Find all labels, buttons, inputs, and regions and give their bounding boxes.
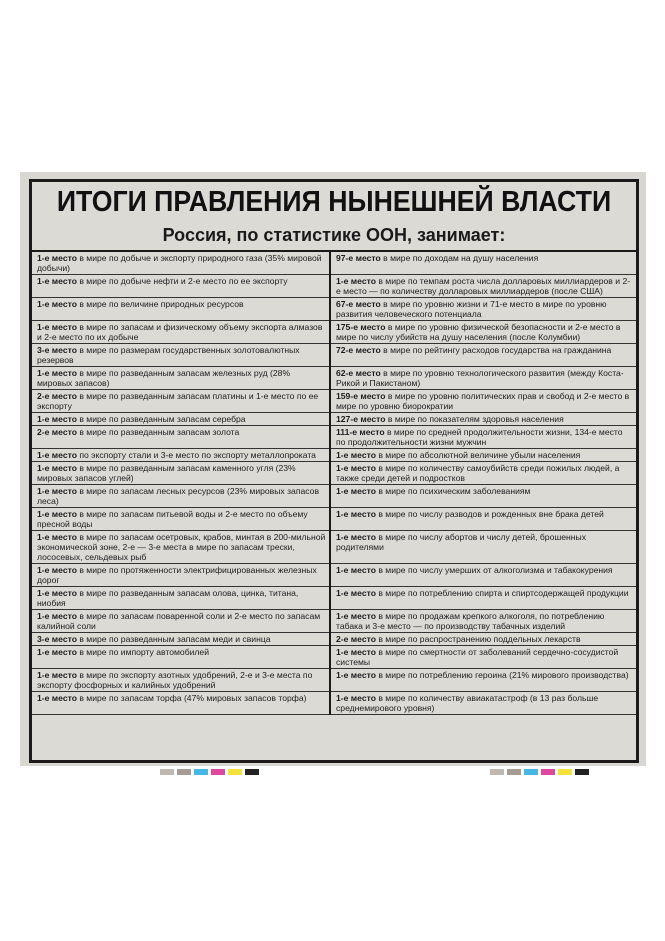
table-row [32,275,636,298]
newspaper-clipping [20,172,646,766]
article-frame [29,179,639,763]
rank-label: 1-е место [37,647,77,657]
rank-label: 2-е место [336,634,376,644]
table-row [32,449,636,462]
color-swatch [245,769,259,775]
rank-label: 97-е место [336,253,381,263]
rank-label: 3-е место [37,634,77,644]
table-row [32,298,636,321]
rank-description: в мире по смертности от заболеваний сердечно-сосудистой системы [336,647,619,667]
table-row [32,692,636,715]
left-cell [32,587,330,610]
table-row [32,485,636,508]
right-cell [330,449,636,462]
rank-label: 2-е место [37,427,77,437]
rank-label: 1-е место [37,414,77,424]
rank-label: 1-е место [37,322,77,332]
rank-label: 1-е место [336,486,376,496]
table-row [32,633,636,646]
left-cell [32,531,330,564]
rank-description: в мире по запасам лесных ресурсов (23% мировых запасов леса) [37,486,320,506]
right-cell [330,508,636,531]
rank-label: 1-е место [336,450,376,460]
rank-label: 1-е место [37,253,77,263]
rank-label: 72-е место [336,345,381,355]
table-row [32,390,636,413]
rank-description: в мире по рейтингу расходов государства на гражданина [380,345,612,355]
left-cell [32,633,330,646]
right-cell [330,321,636,344]
right-cell [330,669,636,692]
right-cell [330,587,636,610]
rank-description: в мире по потреблению спирта и спиртсодержащей продукции [375,588,629,598]
right-cell [330,367,636,390]
color-swatch [490,769,504,775]
right-cell [330,692,636,715]
rank-description: в мире по уровню политических прав и свобод и 2-е место в мире по уровню биорократии [336,391,630,411]
rank-label: 62-е место [336,368,381,378]
color-swatch [558,769,572,775]
color-swatch [575,769,589,775]
rank-description: в мире по запасам питьевой воды и 2-е место по объему пресной воды [37,509,308,529]
rank-description: в мире по запасам поваренной соли и 2-е место по запасам калийной соли [37,611,321,631]
rank-description: в мире по запасам торфа (47% мировых запасов торфа) [76,693,307,703]
rank-description: в мире по добыче и экспорту природного газа (35% мировой добычи) [37,253,322,273]
rank-description: в мире по разведанным запасам железных руд (28% мировых запасов) [37,368,291,388]
rank-label: 1-е место [37,611,77,621]
left-cell [32,669,330,692]
rank-description: в мире по числу умерших от алкоголизма и табакокурения [375,565,613,575]
right-cell [330,390,636,413]
rank-description: в мире по запасам осетровых, крабов, минтая в 200-мильной экономической зоне, 2-е — 3-е места в мире по запасам трески, лососевых, сельдевых рыб [37,532,326,562]
rank-description: в мире по числу разводов и рожденных вне брака детей [375,509,604,519]
rank-label: 127-е место [336,414,386,424]
left-cell [32,275,330,298]
rank-label: 1-е место [37,368,77,378]
table-row [32,321,636,344]
rank-description: в мире по уровню жизни и 71-е место в мире по уровню развития человеческого потенциала [336,299,607,319]
table-row [32,426,636,449]
right-cell [330,610,636,633]
rank-label: 1-е место [336,588,376,598]
rank-label: 1-е место [37,276,77,286]
rank-label: 1-е место [37,299,77,309]
rank-label: 1-е место [37,532,77,542]
right-cell [330,462,636,485]
left-cell [32,344,330,367]
rank-description: в мире по экспорту азотных удобрений, 2-е и 3-е места по экспорту фосфорных и калийных удобрений [37,670,313,690]
rank-description: в мире по добыче нефти и 2-е место по ее экспорту [76,276,288,286]
rank-label: 1-е место [37,670,77,680]
rank-label: 1-е место [37,588,77,598]
rank-description: в мире по уровню технологического развития (между Коста-Рикой и Пакистаном) [336,368,624,388]
rankings-table [32,250,636,715]
rank-description: в мире по психическим заболеваниям [375,486,531,496]
color-swatch [524,769,538,775]
left-cell [32,449,330,462]
table-row [32,646,636,669]
table-row [32,508,636,531]
left-cell [32,367,330,390]
right-cell [330,298,636,321]
table-row [32,564,636,587]
rank-description: в мире по протяженности электрифицированных железных дорог [37,565,317,585]
rank-label: 159-е место [336,391,386,401]
rank-label: 1-е место [336,647,376,657]
right-cell [330,344,636,367]
rank-description: в мире по разведанным запасам каменного угля (23% мировых запасов углей) [37,463,296,483]
table-row [32,610,636,633]
rank-label: 1-е место [37,450,77,460]
rank-label: 1-е место [37,509,77,519]
color-swatch [211,769,225,775]
left-cell [32,508,330,531]
table-row [32,462,636,485]
rank-description: в мире по продажам крепкого алкоголя, по потреблению табака и 3-е место — по производству табачных изделий [336,611,605,631]
rank-label: 1-е место [336,463,376,473]
color-swatch [194,769,208,775]
rank-description: в мире по показателям здоровья населения [385,414,564,424]
rank-description: в мире по разведанным запасам олова, цинка, титана, ниобия [37,588,299,608]
rank-description: в мире по разведанным запасам меди и свинца [76,634,271,644]
left-cell [32,646,330,669]
left-cell [32,426,330,449]
table-row [32,531,636,564]
right-cell [330,275,636,298]
rank-label: 1-е место [37,463,77,473]
color-swatch [507,769,521,775]
rank-label: 1-е место [37,486,77,496]
table-row [32,587,636,610]
headline: ИТОГИ ПРАВЛЕНИЯ НЫНЕШНЕЙ ВЛАСТИ [56,186,612,218]
print-color-marks-left [160,769,259,775]
left-cell [32,610,330,633]
rank-description: в мире по потреблению героина (21% мирового производства) [375,670,629,680]
rank-description: в мире по количеству самоубийств среди пожилых людей, а также среди детей и подростков [336,463,620,483]
right-cell [330,564,636,587]
print-color-marks-right [490,769,589,775]
left-cell [32,564,330,587]
right-cell [330,485,636,508]
rank-description: в мире по распространению поддельных лекарств [375,634,581,644]
rank-label: 67-е место [336,299,381,309]
table-row [32,367,636,390]
left-cell [32,251,330,275]
rank-description: в мире по уровню физической безопасности и 2-е место в мире по числу убийств на душу населения (после Колумбии) [336,322,621,342]
rank-description: по экспорту стали и 3-е место по экспорту металлопроката [76,450,316,460]
right-cell [330,426,636,449]
rank-label: 1-е место [37,693,77,703]
color-swatch [177,769,191,775]
right-cell [330,531,636,564]
rank-label: 1-е место [336,532,376,542]
table-row [32,344,636,367]
left-cell [32,692,330,715]
color-swatch [541,769,555,775]
left-cell [32,298,330,321]
rank-description: в мире по импорту автомобилей [76,647,210,657]
rank-description: в мире по доходам на душу населения [380,253,539,263]
color-swatch [228,769,242,775]
rank-label: 1-е место [336,611,376,621]
rank-label: 1-е место [37,565,77,575]
rank-label: 1-е место [336,693,376,703]
rank-description: в мире по количеству авиакатастроф (в 13 раз больше среднемирового уровня) [336,693,599,713]
rank-description: в мире по запасам и физическому объему экспорта алмазов и 2-е место по их добыче [37,322,323,342]
left-cell [32,321,330,344]
rank-label: 2-е место [37,391,77,401]
rank-description: в мире по средней продолжительности жизни, 134-е место по продолжительности жизни мужчин [336,427,623,447]
right-cell [330,251,636,275]
table-row [32,413,636,426]
rank-description: в мире по величине природных ресурсов [76,299,244,309]
rank-label: 1-е место [336,670,376,680]
rank-label: 111-е место [336,427,385,437]
color-swatch [160,769,174,775]
left-cell [32,390,330,413]
right-cell [330,413,636,426]
right-cell [330,646,636,669]
table-row [32,251,636,275]
right-cell [330,633,636,646]
rank-label: 1-е место [336,276,376,286]
rank-label: 1-е место [336,509,376,519]
subheadline: Россия, по статистике ООН, занимает: [162,225,506,245]
rank-label: 1-е место [336,565,376,575]
left-cell [32,413,330,426]
rank-label: 175-е место [336,322,386,332]
left-cell [32,485,330,508]
table-row [32,669,636,692]
left-cell [32,462,330,485]
rank-description: в мире по разведанным запасам серебра [76,414,246,424]
rank-label: 3-е место [37,345,77,355]
rank-description: в мире по темпам роста числа долларовых миллиардеров и 2-е место — по количеству долларовых миллиардеров (после США) [336,276,631,296]
rank-description: в мире по разведанным запасам платины и 1-е место по ее экспорту [37,391,319,411]
rank-description: в мире по разведанным запасам золота [76,427,240,437]
rank-description: в мире по абсолютной величине убыли населения [375,450,581,460]
rank-description: в мире по числу абортов и числу детей, брошенных родителями [336,532,586,552]
rank-description: в мире по размерам государственных золотовалютных резервов [37,345,300,365]
